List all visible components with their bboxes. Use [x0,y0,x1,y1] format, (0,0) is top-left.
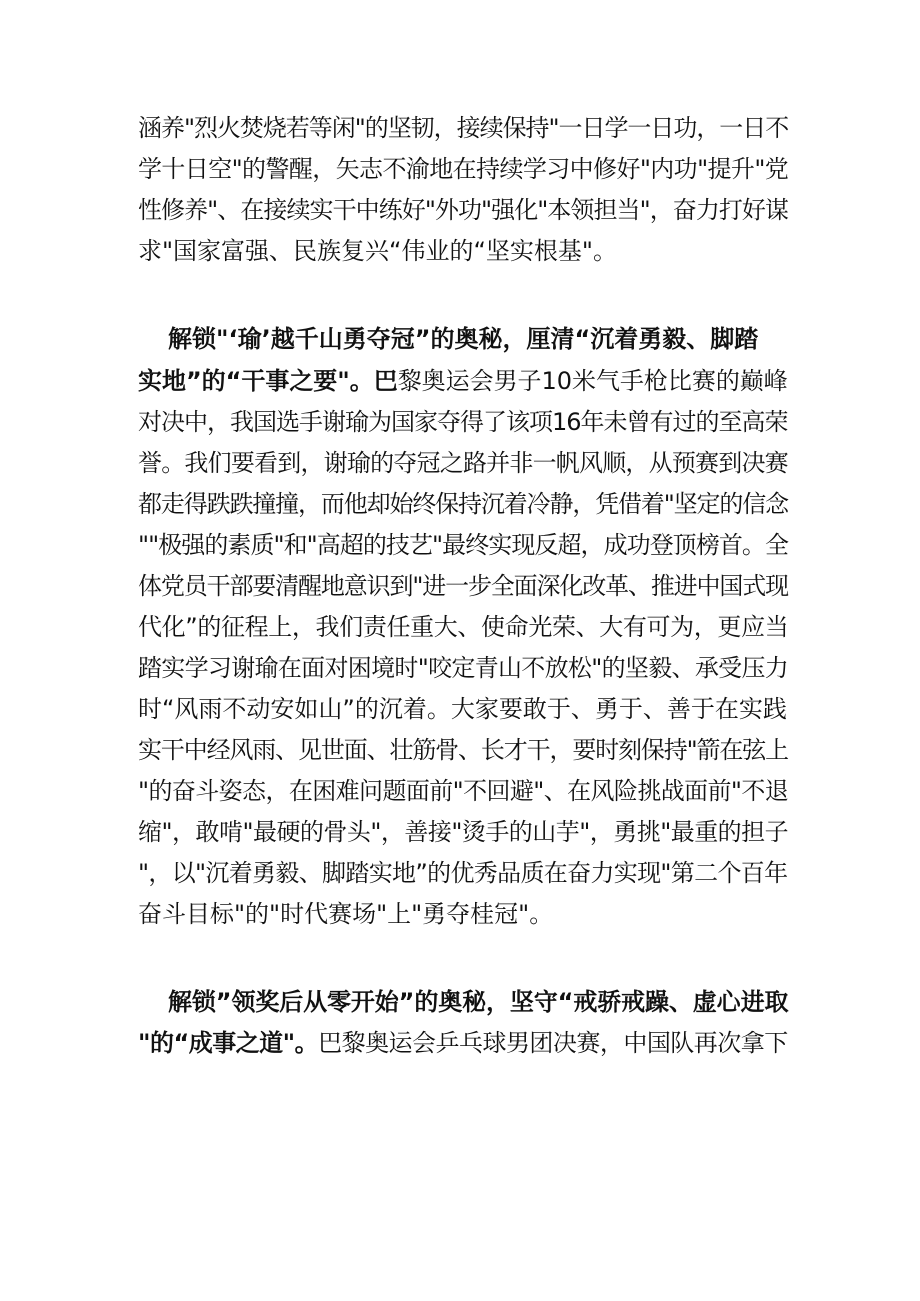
paragraph-2-line-10 [138,692,788,726]
text-run: 时“风雨不动安如山”的沉着。大家要敢于、勇于、善于在实践 [138,695,787,723]
paragraph-1-line-4 [138,234,788,268]
text-run: ""极强的素质"和"高超的技艺"最终实现反超，成功登顶榜首。全 [138,531,789,559]
text-run: 奋斗目标"的"时代赛场"上"勇夺桂冠"。 [138,900,554,928]
text-run: "的奋斗姿态，在困难问题面前"不回避"、在风险挑战面前"不退 [138,777,789,805]
paragraph-2-line-9 [138,651,788,685]
text-run: 学十日空"的警醒，矢志不渝地在持续学习中修好"内功"提升"党 [138,155,789,183]
paragraph-2-line-2 [138,364,788,398]
paragraph-2-line-1 [168,322,788,356]
text-run: 巴黎奥运会乒乓球男团决赛，中国队再次拿下 [318,1029,788,1057]
text-run: 代化”的征程上，我们责任重大、使命光荣、大有可为，更应当 [138,613,789,641]
text-run: 踏实学习谢瑜在面对困境时"咬定青山不放松"的坚毅、承受压力 [138,654,789,682]
text-run: 都走得跌跌撞撞，而他却始终保持沉着冷静，凭借着"坚定的信念 [138,490,788,518]
paragraph-2-line-7 [138,569,788,603]
paragraph-1-line-2 [138,152,788,186]
heading-run: 解锁"‘瑜’越千山勇夺冠”的奥秘，厘清“沉着勇毅、脚踏 [168,325,759,353]
paragraph-2-line-12 [138,774,788,808]
heading-run: 解锁”领奖后从零开始”的奥秘，坚守“戒骄戒躁、虚心进取 [168,988,789,1016]
text-run: 性修养"、在接续实干中练好"外功"强化"本领担当"，奋力打好谋 [138,196,789,224]
text-run: 誉。我们要看到，谢瑜的夺冠之路并非一帆风顺，从预赛到决赛 [138,449,788,477]
paragraph-3-line-2 [138,1026,788,1060]
text-run: 缩"，敢啃"最硬的骨头"，善接"烫手的山芋"，勇挑"最重的担子 [138,818,789,846]
heading-run: "的“成事之道"。 [138,1029,319,1057]
text-run: 涵养"烈火焚烧若等闲"的坚韧，接续保持"一日学一日功，一日不 [138,114,789,142]
paragraph-2-line-5 [138,487,788,521]
paragraph-2-line-15 [138,897,788,931]
paragraph-2-line-3 [138,405,788,439]
paragraph-2-line-8 [138,610,788,644]
paragraph-2-line-11 [138,733,788,767]
text-run: 对决中，我国选手谢瑜为国家夺得了该项16年未曾有过的至高荣 [138,408,788,436]
paragraph-1-line-3 [138,193,788,227]
text-run: 黎奥运会男子10米气手枪比赛的巅峰 [397,367,788,395]
text-run: 体党员干部要清醒地意识到"进一步全面深化改革、推进中国式现 [138,572,788,600]
paragraph-2-line-14 [138,856,788,890]
text-run: 实干中经风雨、见世面、壮筋骨、长才干，要时刻保持"箭在弦上 [138,736,788,764]
paragraph-2-line-4 [138,446,788,480]
paragraph-1-line-1 [138,111,788,145]
paragraph-2-line-13 [138,815,788,849]
heading-run: 实地”的“干事之要"。巴 [138,367,398,395]
text-run: 求"国家富强、民族复兴“伟业的“坚实根基"。 [138,237,617,265]
paragraph-2-line-6 [138,528,788,562]
paragraph-3-line-1 [168,985,788,1019]
text-run: "，以"沉着勇毅、脚踏实地”的优秀品质在奋力实现"第二个百年 [138,859,788,887]
